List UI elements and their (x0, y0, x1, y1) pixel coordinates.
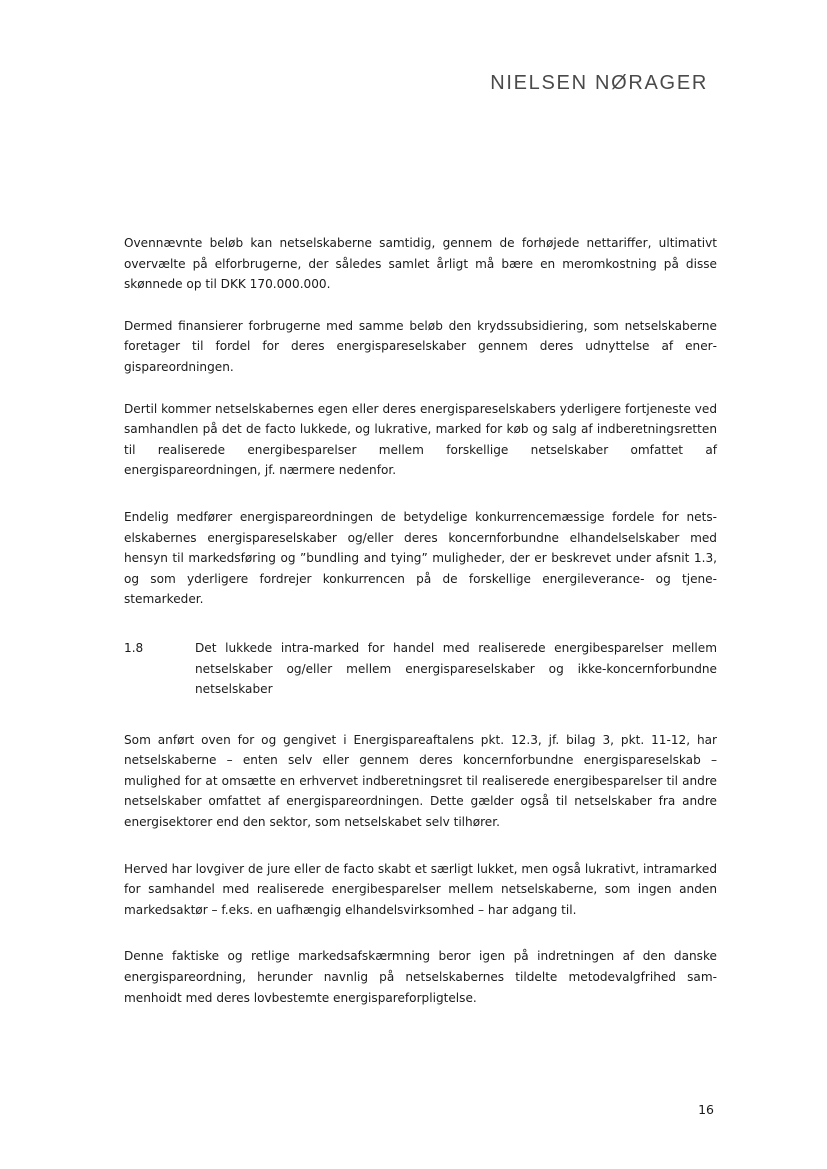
paragraph: Dertil kommer netselskabernes egen eller deres energispareselskabers yderligere fortjeneste ved samhandlen på det de facto lukkede, og lukrative, marked for køb og salg af indberetningsretten til realiserede energibesparelser mellem forskellige netselskaber omfattet af energispareordningen, jf. nærmere nedenfor. (124, 401, 717, 478)
company-logo: NIELSEN NØRAGER (490, 72, 708, 94)
paragraph: Herved har lovgiver de jure eller de facto skabt et særligt lukket, men også lukrativt, intramarked for samhandel med realiserede energibesparelser mellem netselskaberne, som ingen anden markedsaktør – f.eks. en uafhængig elhandelsvirksomhed – har adgang til. (124, 861, 717, 917)
paragraph: Ovennævnte beløb kan netselskaberne samtidig, gennem de forhøjede nettariffer, ultimativt overvælte på elforbrugerne, der således samlet årligt må bære en meromkostning på disse skønnede op til DKK 170.000.000. (124, 236, 717, 292)
section-heading (124, 638, 717, 700)
document-body (124, 233, 717, 1008)
section-number: 1.8 (124, 640, 144, 655)
section-title: Det lukkede intra-marked for handel med realiserede energibesparelser mellem netselskaber og/eller mellem energispareselskaber og ikke-koncernforbundne netselskaber (195, 640, 717, 697)
page-number: 16 (698, 1102, 714, 1117)
paragraph: Dermed finansierer forbrugerne med samme beløb den krydssubsidiering, som netselskaberne foretager til fordel for deres energispareselskaber gennem deres udnyttelse af energispareordningen. (124, 318, 717, 374)
paragraph: Endelig medfører energispareordningen de betydelige konkurrencemæssige fordele for netselskabernes energispareselskaber og/eller deres koncernforbundne elhandelselskaber med hensyn til markedsføring og ”bundling and tying” muligheder, der er beskrevet under afsnit 1.3, og som yderligere fordrejer konkurrencen på de forskellige energileverance- og tjenestemarkeder. (124, 509, 717, 607)
paragraph: Denne faktiske og retlige markedsafskærmning beror igen på indretningen af den danske energispareordning, herunder navnlig på netselskabernes tildelte metodevalgfrihed sammenhoidt med deres lovbestemte energispareforpligtelse. (124, 949, 717, 1005)
paragraph: Som anført oven for og gengivet i Energispareaftalens pkt. 12.3, jf. bilag 3, pkt. 11-12, har netselskaberne – enten selv eller gennem deres koncernforbundne energispareselskab – mulighed for at omsætte en erhvervet indberetningsret til realiserede energibesparelser til andre netselskaber omfattet af energispareordningen. Dette gælder også til netselskaber fra andre energisektorer end den sektor, som netselskabet selv tilhører. (124, 732, 717, 830)
